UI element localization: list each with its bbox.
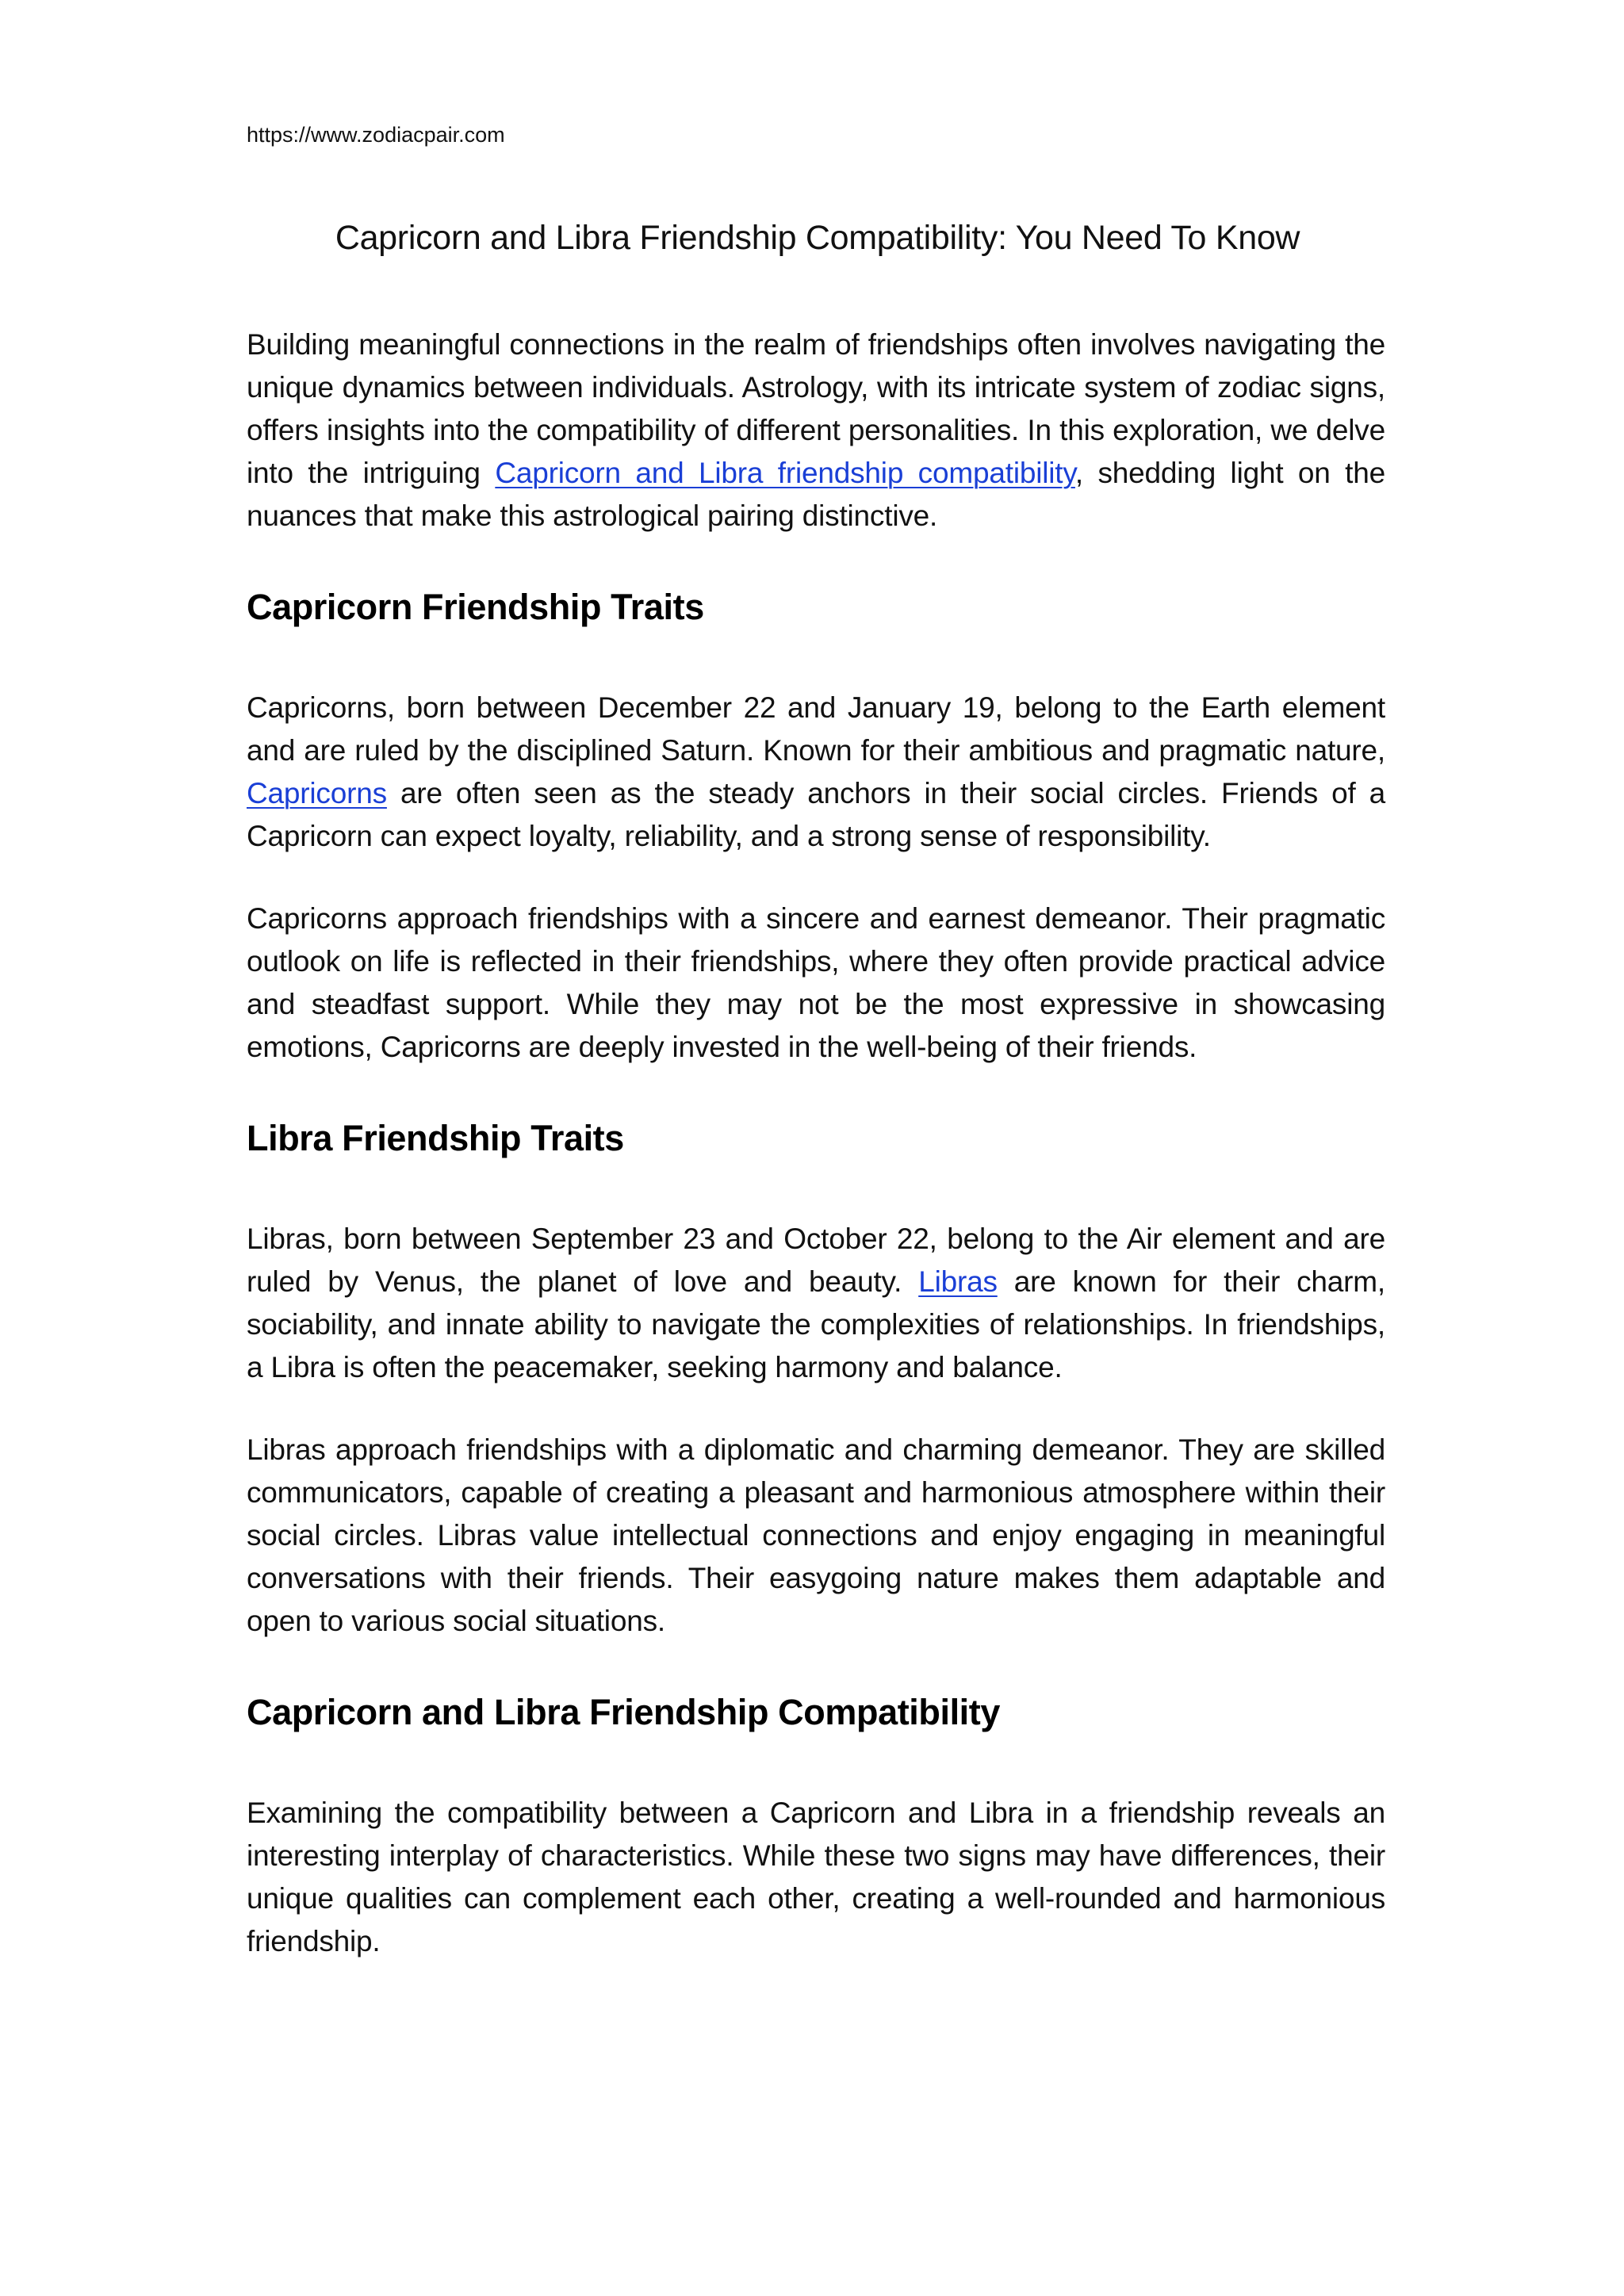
capricorn-paragraph-2: Capricorns approach friendships with a sincere and earnest demeanor. Their pragmatic outlook on life is reflected in their friendships, where they often provide practical advice and steadfast support. While they may not be the most expressive in showcasing emotions, Capricorns are deeply invested in the well-being of their friends. <box>247 902 1385 1063</box>
capricorn-text-after-link: are often seen as the steady anchors in their social circles. Friends of a Capricorn can expect loyalty, reliability, and a strong sense of responsibility. <box>247 777 1385 852</box>
libra-text-after-link: are known for their charm, sociability, and innate ability to navigate the complexities of relationships. In friendships, a Libra is often the peacemaker, seeking harmony and balance. <box>247 1265 1385 1383</box>
section-heading-compatibility: Capricorn and Libra Friendship Compatibility <box>247 1692 1000 1732</box>
capricorn-text-before-link: Capricorns, born between December 22 and January 19, belong to the Earth element and are ruled by the disciplined Saturn. Known for their ambitious and pragmatic nature, <box>247 691 1385 767</box>
intro-paragraph <box>247 323 1385 538</box>
page-url-header: https://www.zodiacpair.com <box>247 123 505 147</box>
section-heading-libra-traits: Libra Friendship Traits <box>247 1118 624 1158</box>
compatibility-link[interactable]: Capricorn and Libra friendship compatibility <box>495 457 1075 489</box>
section-heading-capricorn-traits: Capricorn Friendship Traits <box>247 587 704 627</box>
libra-paragraph-1 <box>247 1218 1385 1389</box>
document-title: Capricorn and Libra Friendship Compatibility: You Need To Know <box>335 219 1300 257</box>
intro-text-before-link: Building meaningful connections in the realm of friendships often involves navigating the unique dynamics between individuals. Astrology, with its intricate system of zodiac signs, offers insights into the compatibility of different personalities. In this exploration, we delve into the intriguing <box>247 328 1385 489</box>
libra-text-before-link: Libras, born between September 23 and October 22, belong to the Air element and are ruled by Venus, the planet of love and beauty. <box>247 1223 1385 1298</box>
document-body <box>247 323 1385 1963</box>
capricorns-link[interactable]: Capricorns <box>247 777 387 809</box>
compatibility-paragraph-1: Examining the compatibility between a Capricorn and Libra in a friendship reveals an interesting interplay of characteristics. While these two signs may have differences, their unique qualities can complement each other, creating a well-rounded and harmonious friendship. <box>247 1797 1385 1957</box>
intro-text-after-link: , shedding light on the nuances that make this astrological pairing distinctive. <box>247 457 1385 532</box>
capricorn-paragraph-1 <box>247 687 1385 858</box>
libras-link[interactable]: Libras <box>918 1265 998 1298</box>
libra-paragraph-2: Libras approach friendships with a diplomatic and charming demeanor. They are skilled communicators, capable of creating a pleasant and harmonious atmosphere within their social circles. Libras value intellectual connections and enjoy engaging in meaningful conversations with their friends. Their easygoing nature makes them adaptable and open to various social situations. <box>247 1433 1385 1637</box>
